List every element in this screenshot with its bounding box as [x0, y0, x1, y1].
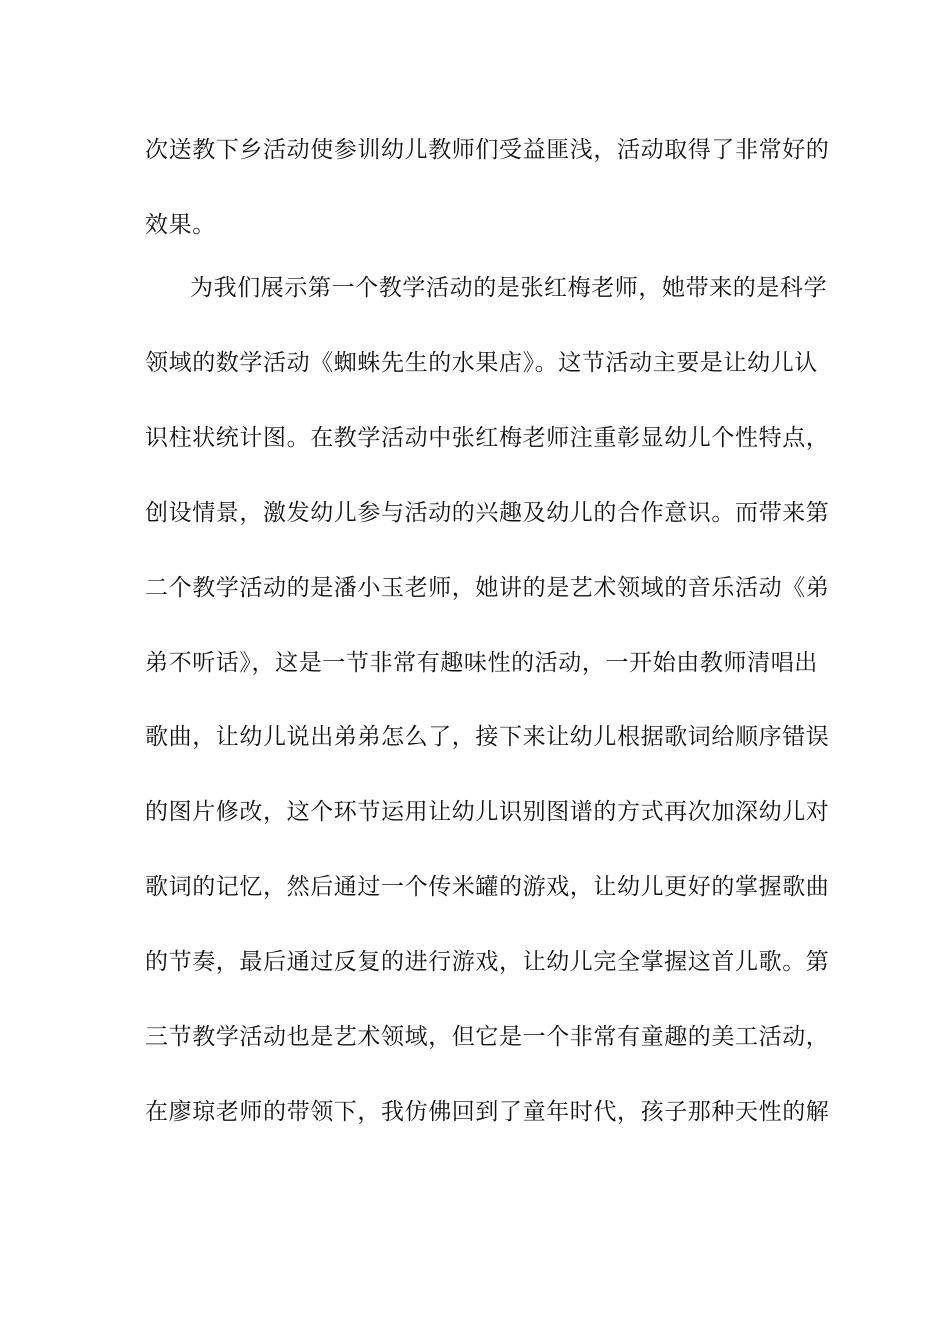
- text-line: 创设情景，激发幼儿参与活动的兴趣及幼儿的合作意识。而带来第: [145, 500, 830, 526]
- text-line: 二个教学活动的是潘小玉老师，她讲的是艺术领域的音乐活动《弟: [145, 575, 830, 601]
- text-line: 弟不听话》，这是一节非常有趣味性的活动，一开始由教师清唱出: [145, 650, 818, 676]
- text-line: 识柱状统计图。在教学活动中张红梅老师注重彰显幼儿个性特点，: [145, 425, 830, 451]
- text-line: 歌词的记忆，然后通过一个传米罐的游戏，让幼儿更好的掌握歌曲: [145, 874, 830, 900]
- text-line: 的节奏，最后通过反复的进行游戏，让幼儿完全掌握这首儿歌。第: [145, 949, 830, 975]
- text-line: 领域的数学活动《蜘蛛先生的水果店》。这节活动主要是让幼儿认: [145, 350, 818, 376]
- text-line: 歌曲，让幼儿说出弟弟怎么了，接下来让幼儿根据歌词给顺序错误: [145, 724, 830, 750]
- text-line: 在廖琼老师的带领下，我仿佛回到了童年时代，孩子那种天性的解: [145, 1099, 830, 1125]
- text-line: 三节教学活动也是艺术领域，但它是一个非常有童趣的美工活动，: [145, 1024, 830, 1050]
- text-line: 效果。: [145, 212, 216, 238]
- text-line: 的图片修改，这个环节运用让幼儿识别图谱的方式再次加深幼儿对: [145, 799, 830, 825]
- paragraph-start-line: 为我们展示第一个教学活动的是张红梅老师，她带来的是科学: [190, 275, 828, 301]
- text-line: 次送教下乡活动使参训幼儿教师们受益匪浅，活动取得了非常好的: [145, 137, 830, 163]
